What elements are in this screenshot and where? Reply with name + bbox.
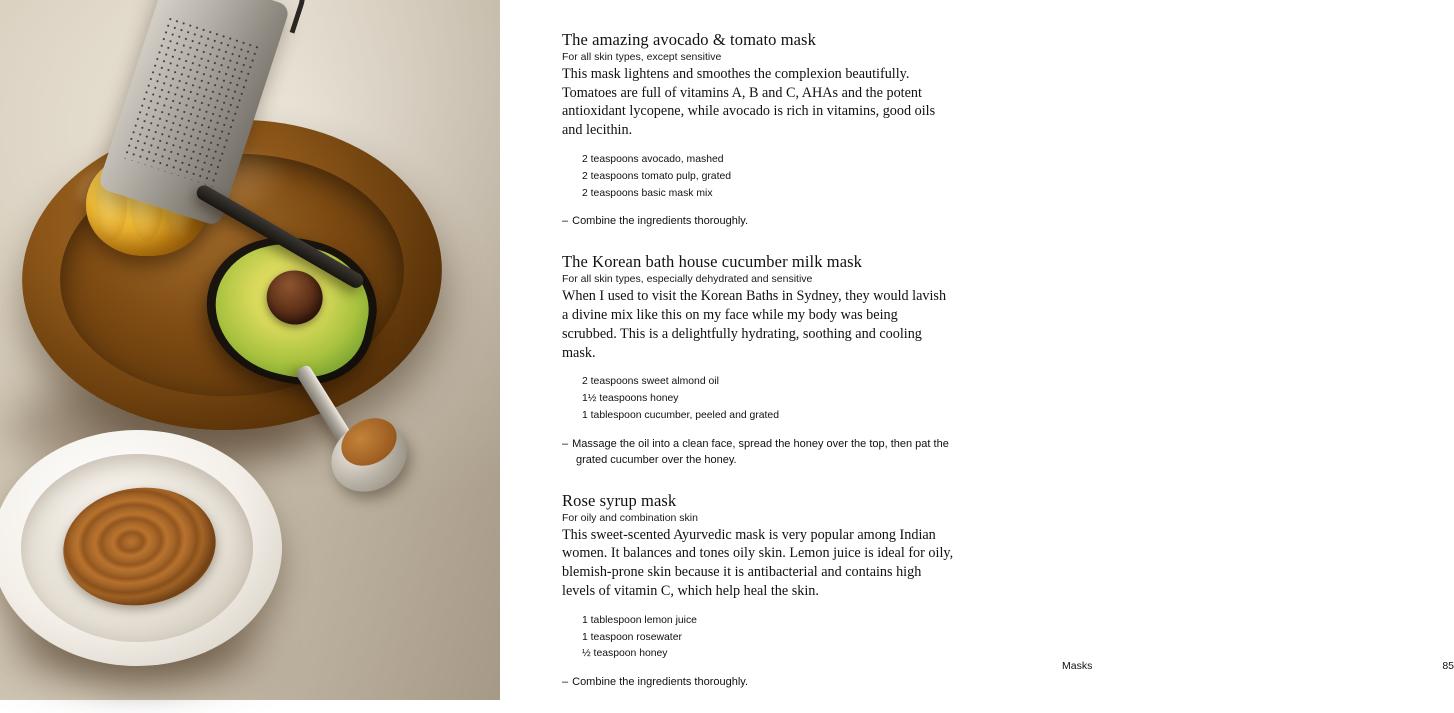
method-dash: –: [562, 676, 569, 689]
page-number: 85: [1442, 660, 1454, 672]
list-item: 1 tablespoon lemon juice: [582, 614, 697, 626]
bowl-well: [21, 454, 253, 643]
recipe-title: Rose syrup mask: [562, 490, 677, 510]
list-item: 1½ teaspoons honey: [582, 393, 679, 405]
ingredient-list: [582, 374, 954, 425]
list-item: ½ teaspoon honey: [582, 648, 668, 660]
recipe-title: The amazing avocado & tomato mask: [562, 30, 816, 49]
recipe-subtitle: For all skin types, except sensitive: [562, 51, 722, 63]
recipe-method: [562, 214, 954, 230]
ingredient-list: [582, 152, 954, 203]
list-item: 2 teaspoons tomato pulp, grated: [582, 170, 732, 182]
method-dash: –: [562, 215, 569, 228]
method-text: Combine the ingredients thoroughly.: [572, 215, 749, 228]
ingredient-list: [582, 613, 954, 664]
method-dash: –: [562, 437, 569, 450]
mask-paste: [55, 477, 223, 614]
recipe-body: This mask lightens and smoothes the complexion beautifully. Tomatoes are full of vitamins A, B and C, AHAs and the potent antioxidant lycopene, while avocado is rich in vitamins, good oils and lecithin.: [562, 66, 936, 139]
list-item: 1 teaspoon rosewater: [582, 631, 682, 643]
list-item: 2 teaspoons basic mask mix: [582, 187, 713, 199]
grater-holes: [122, 15, 263, 189]
recipe-korean-cucumber-milk-mask: [562, 252, 954, 468]
recipe-rose-syrup-mask: [562, 491, 954, 691]
white-bowl: [0, 430, 282, 666]
method-text: Combine the ingredients thoroughly.: [572, 676, 749, 689]
method-text: Massage the oil into a clean face, spread the honey over the top, then pat the grated cucumber over the honey.: [572, 437, 949, 466]
recipe-method: [562, 675, 954, 691]
recipe-method: [562, 437, 954, 469]
recipe-subtitle: For oily and combination skin: [562, 511, 698, 524]
recipe-avocado-tomato-mask: [562, 30, 954, 230]
footer-section-label: Masks: [1062, 660, 1093, 672]
list-item: 2 teaspoons sweet almond oil: [582, 376, 719, 388]
recipe-title: The Korean bath house cucumber milk mask: [562, 252, 862, 272]
photo-page: [0, 0, 500, 700]
list-item: 1 tablespoon cucumber, peeled and grated: [582, 410, 779, 422]
recipe-subtitle: For all skin types, especially dehydrated and sensitive: [562, 273, 813, 286]
recipe-body: This sweet-scented Ayurvedic mask is very popular among Indian women. It balances and tones oily skin. Lemon juice is ideal for oily, blemish-prone skin because it is antibacterial and contains high levels of vitamin C, which help heal the skin.: [562, 526, 954, 599]
text-page: [500, 0, 1454, 700]
page-footer: [1062, 660, 1454, 672]
recipe-body: When I used to visit the Korean Baths in Sydney, they would lavish a divine mix like this on my face while my body was being scrubbed. This is a delightfully hydrating, soothing and cooling mask.: [562, 288, 947, 361]
list-item: 2 teaspoons avocado, mashed: [582, 153, 724, 165]
recipe-column: [562, 30, 954, 713]
grater-blade: [97, 0, 290, 227]
